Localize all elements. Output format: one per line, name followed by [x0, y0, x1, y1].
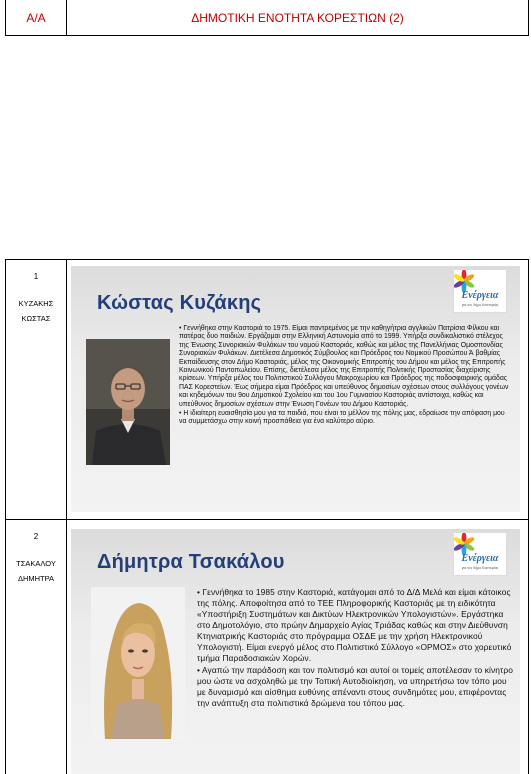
- candidate-number: 1: [33, 272, 39, 281]
- svg-text:για τον δήμο Καστοριάς: για τον δήμο Καστοριάς: [461, 566, 499, 570]
- bio-paragraph: • Γεννήθηκα στην Καστοριά το 1975. Είμαι παντρεμένος με την καθηγήτρια αγγλικών Πατρίσια Φίλκου και πατέρας δυο παιδιών. Εργάζομαι στην Ελληνική Αστυνομία από το 1999. Υπήρξα συνδικαλιστικό στέλεχος της Ένωσης Συνοριακών Φυλάκων του νομού Καστοριάς, καθώς και μέλος της Πανελλήνιας Ομοσπονδίας Συνοριακών Φυλάκων. Διετέλεσα Δημοτικός Σύμβουλος και Πρόεδρος του Νομικού Προσώπου Ά βαθμίας Εκπαίδευσης στον Δήμο Καστοριάς, μέλος της Οικονομικής Επιτροπής του Δήμου και μέλος της Επιτροπής Κοινωνικού Παντοπωλείου. Επίσης, διετέλεσα μέλος της Επιτροπής Πολιτικής Προστασίας διαχείρισης κρίσεων. Υπήρξα μέλος του Πολιτιστικού Συλλόγου Μακροχωρίου και Πρόεδρος της ποδοσφαιρικής ομάδας ΠΑΣ Κορεστείων. Έως σήμερα είμαι Πρόεδρος και υπεύθυνος δημοσίων σχέσεων στους συλλόγους γονέων και κηδεμόνων του 9ου Δημοτικού Σχολείου και του 1ου Γυμνασίου Καστοριάς αντίστοιχα, καθώς και υπεύθυνος δημοσίων σχέσεων στην Ένωση Γονέων του Δήμου Καστοριάς.: [179, 325, 509, 408]
- candidate-firstname: ΚΩΣΤΑΣ: [21, 314, 51, 323]
- energeia-logo: [453, 532, 507, 576]
- candidate-row: [5, 519, 529, 774]
- candidate-card-cell: [67, 260, 528, 519]
- svg-text:Ενέργεια: Ενέργεια: [461, 553, 499, 564]
- aa-column-header: Α/Α: [6, 0, 67, 35]
- candidate-photo: [86, 339, 170, 465]
- candidate-firstname: ΔΗΜΗΤΡΑ: [17, 574, 55, 583]
- candidate-number: 2: [33, 532, 39, 541]
- card-name: Κώστας Κυζάκης: [97, 292, 262, 314]
- bio-paragraph: • Η ιδιαίτερη ευαισθησία μου για τα παιδιά, που είναι το μέλλον της πόλης μας, εδραίωσε την απόφαση μου να συμμετάσχω στην κοινή προσπάθεια για ένα καλύτερο αύριο.: [179, 410, 505, 426]
- candidate-index-cell: [6, 520, 67, 774]
- energeia-logo: [453, 269, 507, 313]
- bio-paragraph: • Αγαπώ την παράδοση και τον πολιτισμό και αυτοί οι τομείς αποτέλεσαν το κίνητρο μου ώστε να ασχοληθώ με την Τοπική Αυτοδιοίκηση, να υπηρετήσω τον τόπο μου με δυναμισμό και αίσθημα ευθύνης απέναντι στους συνδημότες μου, επιφέροντας την ανάπτυξη στα πολιτιστικά δρώμενα του τόπου μας.: [197, 665, 514, 708]
- section-title: ΔΗΜΟΤΙΚΗ ΕΝΟΤΗΤΑ ΚΟΡΕΣΤΙΩΝ (2): [191, 10, 404, 25]
- header-row: [5, 0, 529, 36]
- bio-paragraph: • Γεννήθηκα το 1985 στην Καστοριά, κατάγομαι από το Δ/Δ Μελά και είμαι κάτοικος της πόλης. Αποφοίτησα από το ΤΕΕ Πληροφορικής Καστοριάς με τη ειδικότητα «Υποστήριξη Συστημάτων και Δικτύων Ηλεκτρονικών Υπολογιστών». Εργάστηκα στο Δημοτολόγιο, στο πρώην Δημαρχείο Αγίας Τριάδας καθώς και στην Διεύθυνση Κτηνιατρικής Καστοριάς στο πρόγραμμα ΟΣΔΕ με την χρήση Ηλεκτρονικού Υπολογιστή. Είμαι ενεργό μέλος στο Πολιτιστικό Σύλλογο «ΟΡΜΟΣ» στο χορευτικό τμήμα Παραδοσιακών Χορών.: [197, 587, 512, 663]
- svg-text:Ενέργεια: Ενέργεια: [461, 290, 499, 301]
- candidate-photo: [91, 587, 185, 739]
- candidate-bio: [179, 325, 510, 427]
- candidate-surname: ΚΥΖΑΚΗΣ: [18, 299, 54, 308]
- candidate-card-cell: [67, 520, 528, 774]
- candidate-card: [71, 266, 520, 512]
- candidate-surname: ΤΣΑΚΑΛΟΥ: [16, 559, 56, 568]
- candidate-bio: [197, 587, 517, 709]
- card-name: Δήμητρα Τσακάλου: [97, 551, 285, 573]
- candidate-card: [71, 529, 520, 774]
- candidate-index-cell: [6, 260, 67, 519]
- svg-text:για τον δήμο Καστοριάς: για τον δήμο Καστοριάς: [461, 303, 499, 307]
- candidate-row: [5, 259, 529, 520]
